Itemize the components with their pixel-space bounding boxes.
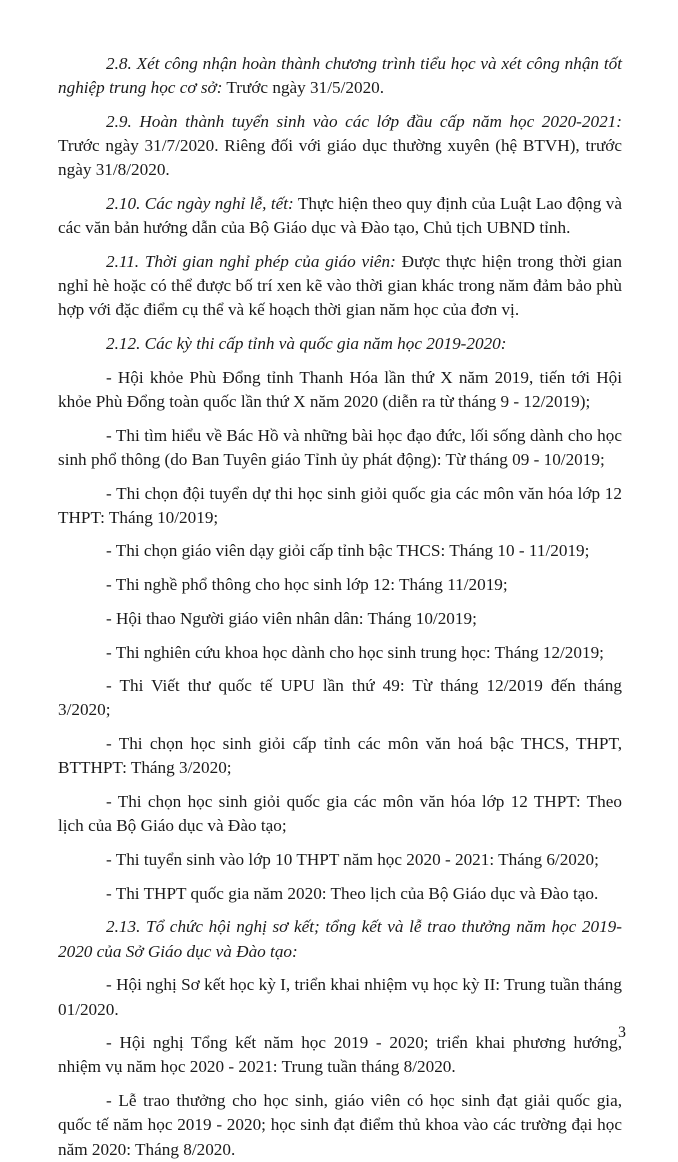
paragraph-text: - Thi chọn đội tuyển dự thi học sinh giỏi quốc gia các môn văn hóa lớp 12 THPT: Tháng 10/2019;	[58, 483, 622, 527]
list-item	[58, 607, 622, 631]
paragraph-text: - Thi chọn học sinh giỏi quốc gia các môn văn hóa lớp 12 THPT: Theo lịch của Bộ Giáo dục và Đào tạo;	[58, 792, 622, 836]
paragraph-text: Thực hiện theo quy định của Luật Lao động và các văn bản hướng dẫn của Bộ Giáo dục và Đào tạo, Chủ tịch UBND tỉnh.	[58, 194, 622, 238]
list-item	[58, 424, 622, 472]
paragraph-text: - Hội thao Người giáo viên nhân dân: Tháng 10/2019;	[106, 608, 477, 628]
section-heading	[58, 915, 622, 963]
list-item	[58, 366, 622, 414]
paragraph	[58, 192, 622, 240]
list-item	[58, 1089, 622, 1162]
document-body	[58, 52, 622, 1162]
paragraph-text: - Hội nghị Tổng kết năm học 2019 - 2020; triển khai phương hướng, nhiệm vụ năm học 2020 - 2021: Trung tuần tháng 8/2020.	[58, 1033, 622, 1077]
page-number: 3	[618, 1024, 626, 1041]
list-item	[58, 1031, 622, 1079]
paragraph-text: - Thi THPT quốc gia năm 2020: Theo lịch của Bộ Giáo dục và Đào tạo.	[106, 883, 599, 903]
paragraph-heading: 2.12. Các kỳ thi cấp tỉnh và quốc gia năm học 2019-2020:	[106, 334, 507, 354]
paragraph-text: - Thi nghiên cứu khoa học dành cho học sinh trung học: Tháng 12/2019;	[106, 642, 604, 662]
paragraph-text: - Thi chọn học sinh giỏi cấp tỉnh các môn văn hoá bậc THCS, THPT, BTTHPT: Tháng 3/2020;	[58, 734, 622, 778]
paragraph	[58, 110, 622, 183]
paragraph-heading: 2.10. Các ngày nghỉ lễ, tết:	[106, 194, 294, 214]
paragraph-text: - Lễ trao thưởng cho học sinh, giáo viên có học sinh đạt giải quốc gia, quốc tế năm học 2019 - 2020; học sinh đạt điểm thủ khoa vào các trường đại học năm 2020: Tháng 8/2020.	[58, 1091, 622, 1159]
paragraph-heading: 2.8. Xét công nhận hoàn thành chương trình tiểu học và xét công nhận tốt nghiệp trung học cơ sở:	[58, 54, 622, 98]
list-item	[58, 973, 622, 1021]
paragraph-heading: 2.13. Tổ chức hội nghị sơ kết; tổng kết và lễ trao thưởng năm học 2019-2020 của Sở Giáo dục và Đào tạo:	[58, 917, 622, 961]
paragraph-text: - Thi tuyển sinh vào lớp 10 THPT năm học 2020 - 2021: Tháng 6/2020;	[106, 849, 599, 869]
paragraph-heading: 2.9. Hoàn thành tuyển sinh vào các lớp đầu cấp năm học 2020-2021:	[106, 111, 622, 131]
paragraph-text: Trước ngày 31/5/2020.	[222, 78, 385, 98]
list-item	[58, 674, 622, 722]
paragraph-text: - Hội nghị Sơ kết học kỳ I, triển khai nhiệm vụ học kỳ II: Trung tuần tháng 01/2020.	[58, 975, 622, 1019]
list-item	[58, 848, 622, 872]
list-item	[58, 882, 622, 906]
list-item	[58, 790, 622, 838]
list-item	[58, 482, 622, 530]
paragraph-text: Trước ngày 31/7/2020. Riêng đối với giáo dục thường xuyên (hệ BTVH), trước ngày 31/8/2020.	[58, 136, 622, 180]
list-item	[58, 573, 622, 597]
paragraph-text: - Thi tìm hiểu về Bác Hồ và những bài học đạo đức, lối sống dành cho học sinh phổ thông (do Ban Tuyên giáo Tỉnh ủy phát động): Từ tháng 09 - 10/2019;	[58, 425, 622, 469]
paragraph	[58, 52, 622, 100]
paragraph-text: - Hội khỏe Phù Đổng tỉnh Thanh Hóa lần thứ X năm 2019, tiến tới Hội khỏe Phù Đổng toàn quốc lần thứ X năm 2020 (diễn ra từ tháng 9 - 12/2019);	[58, 367, 622, 411]
paragraph	[58, 250, 622, 323]
list-item	[58, 641, 622, 665]
list-item	[58, 732, 622, 780]
paragraph-text: - Thi chọn giáo viên dạy giỏi cấp tỉnh bậc THCS: Tháng 10 - 11/2019;	[106, 541, 590, 561]
paragraph-text: - Thi Viết thư quốc tế UPU lần thứ 49: Từ tháng 12/2019 đến tháng 3/2020;	[58, 676, 622, 720]
paragraph-heading: 2.11. Thời gian nghỉ phép của giáo viên:	[106, 251, 396, 271]
list-item	[58, 539, 622, 563]
paragraph-text: Được thực hiện trong thời gian nghỉ hè hoặc có thể được bố trí xen kẽ vào thời gian khác trong năm đảm bảo phù hợp với đặc điểm cụ thể và kế hoạch thời gian năm học của đơn vị.	[58, 251, 622, 320]
paragraph-text: - Thi nghề phổ thông cho học sinh lớp 12: Tháng 11/2019;	[106, 575, 508, 595]
section-heading	[58, 332, 622, 356]
